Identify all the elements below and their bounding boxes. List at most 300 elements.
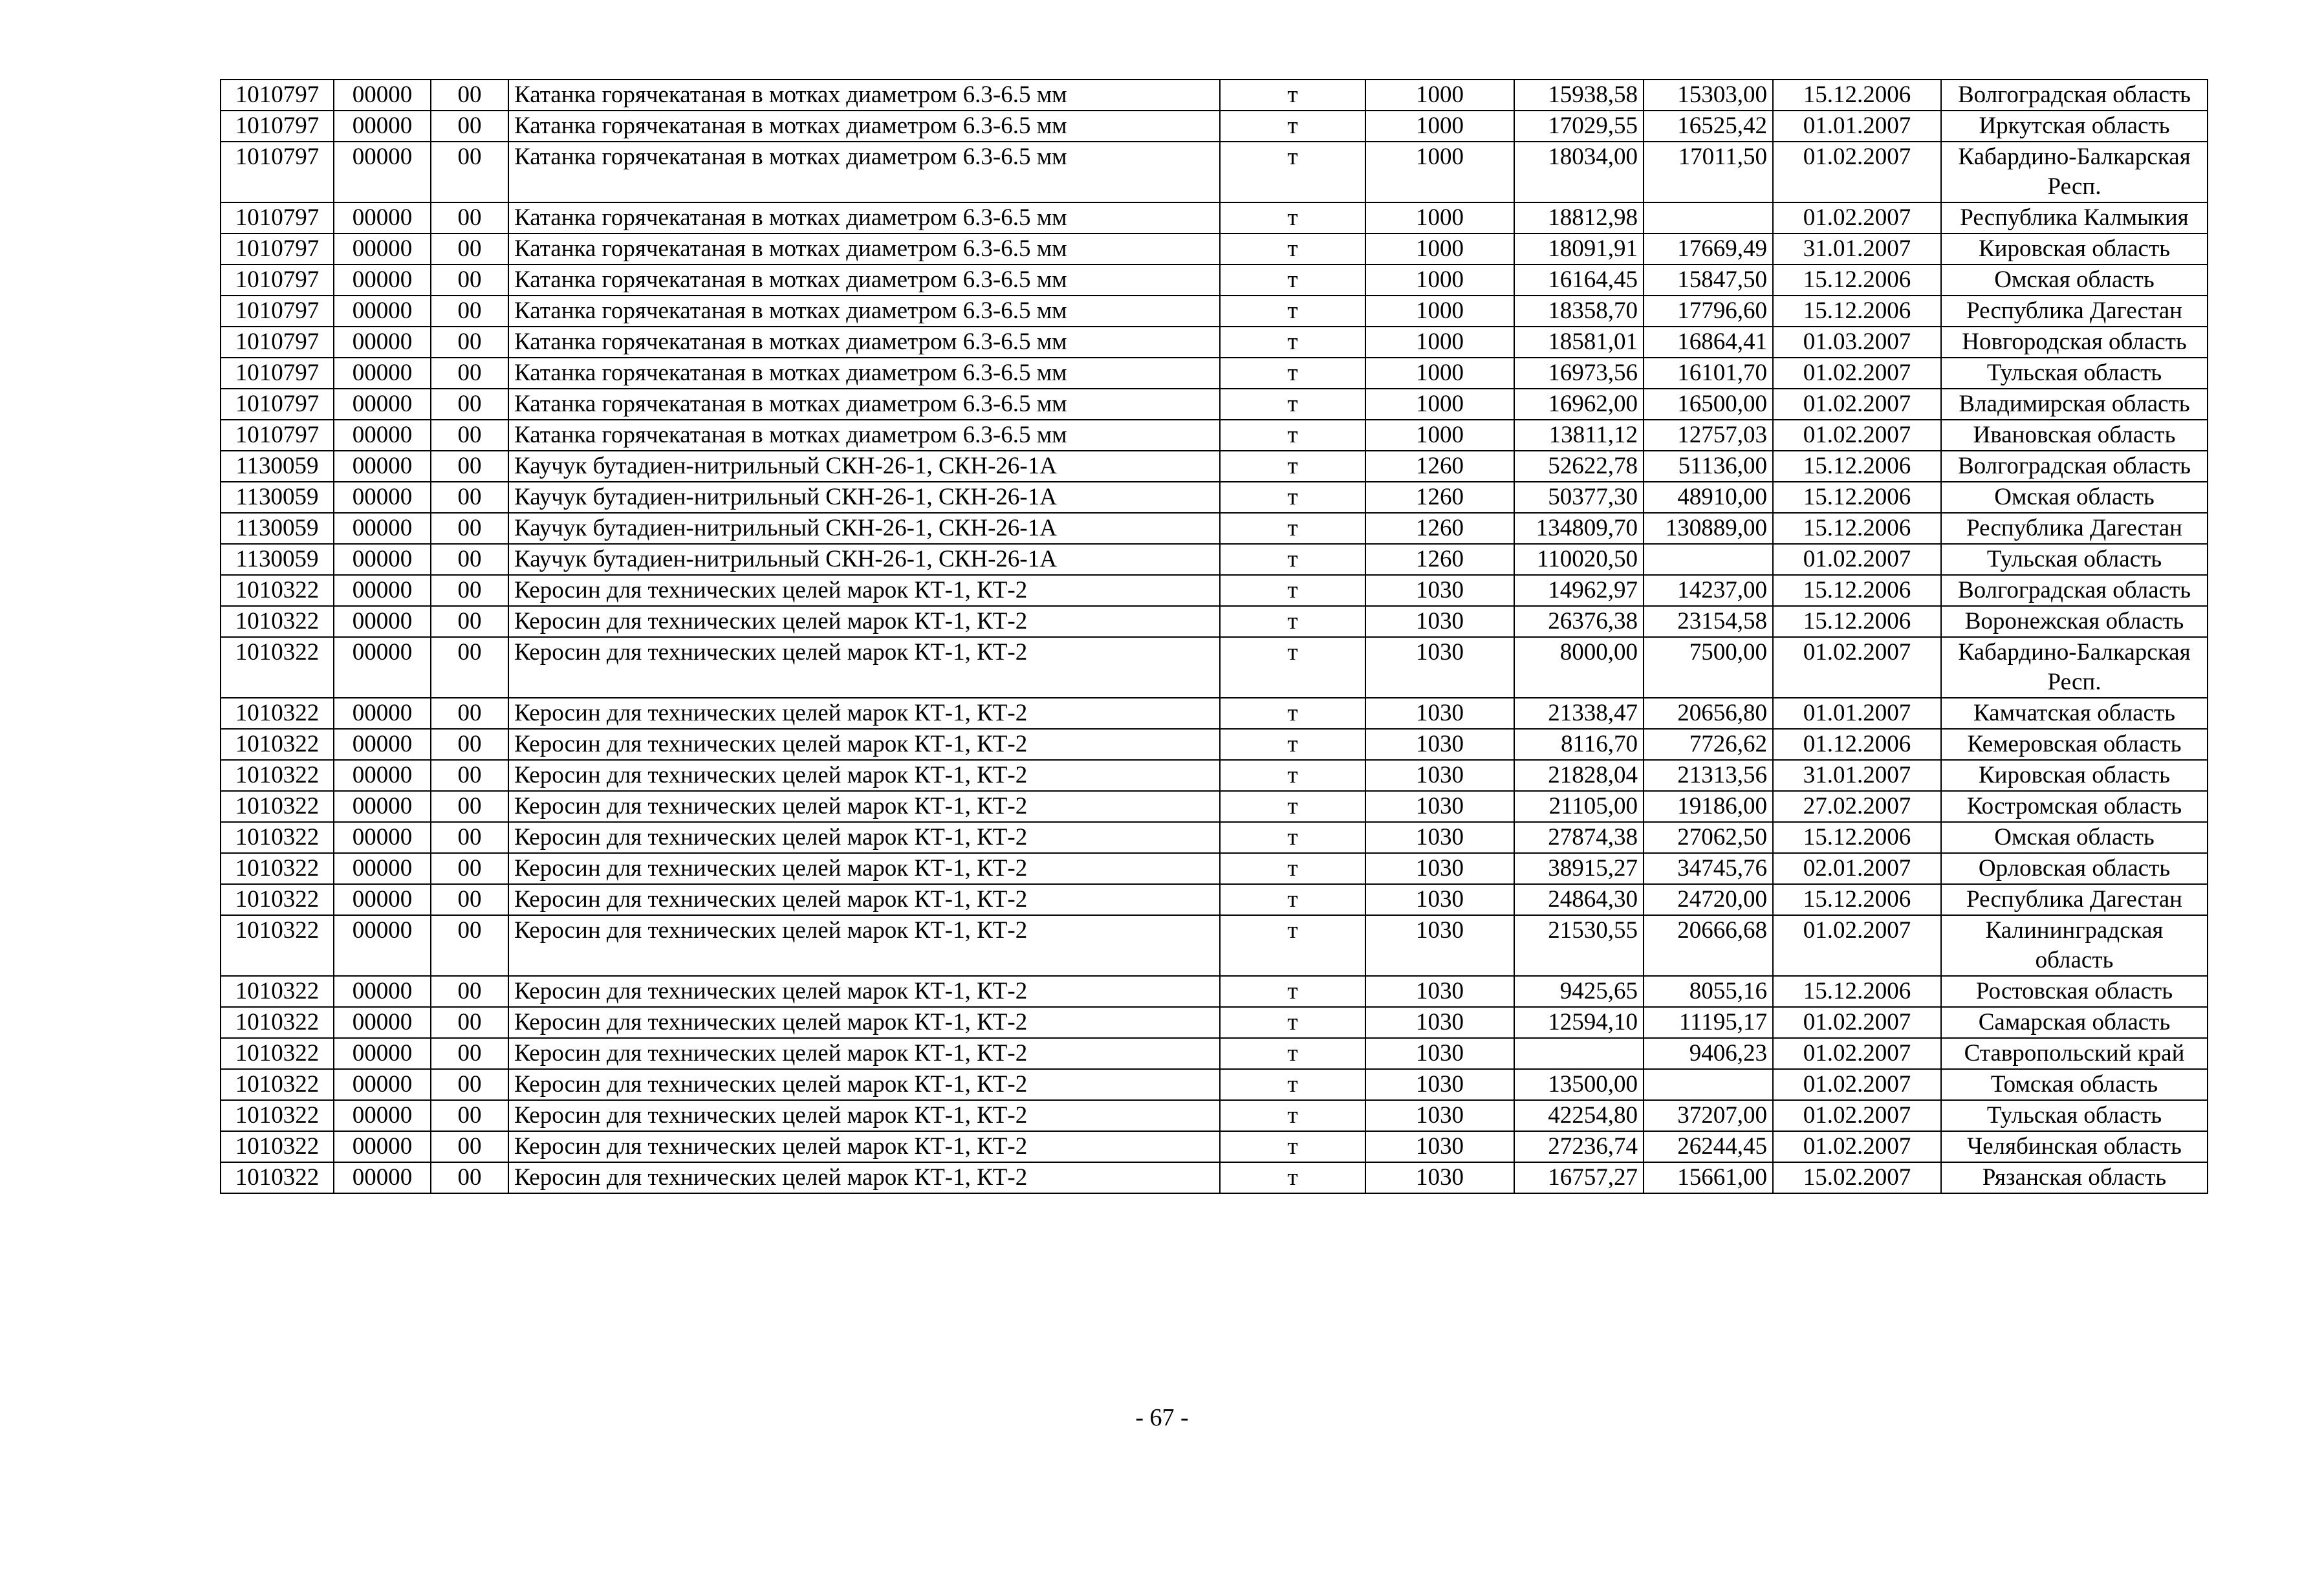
subcode-cell: 00000 — [334, 202, 431, 233]
product-name-cell: Керосин для технических целей марок КТ-1, КТ-2 — [508, 915, 1220, 976]
extension-cell: 00 — [431, 358, 508, 389]
subcode-cell: 00000 — [334, 327, 431, 358]
item-code-cell: 1130059 — [221, 513, 334, 544]
unit-cell: т — [1220, 698, 1365, 729]
region-cell: Самарская область — [1941, 1007, 2208, 1038]
region-cell: Иркутская область — [1941, 111, 2208, 142]
region-cell: Орловская область — [1941, 853, 2208, 884]
unit-cell: т — [1220, 1100, 1365, 1131]
product-name-cell: Керосин для технических целей марок КТ-1, КТ-2 — [508, 760, 1220, 791]
region-cell: Ивановская область — [1941, 420, 2208, 451]
quantity-cell: 1030 — [1365, 760, 1514, 791]
item-code-cell: 1130059 — [221, 451, 334, 482]
item-code-cell: 1010322 — [221, 1069, 334, 1100]
product-name-cell: Катанка горячекатаная в мотках диаметром 6.3-6.5 мм — [508, 358, 1220, 389]
price-cell: 8000,00 — [1514, 637, 1644, 698]
price-cell: 26376,38 — [1514, 606, 1644, 637]
date-cell: 01.02.2007 — [1773, 1069, 1941, 1100]
date-cell: 15.02.2007 — [1773, 1162, 1941, 1193]
price-alt-cell: 7726,62 — [1644, 729, 1773, 760]
date-cell: 15.12.2006 — [1773, 482, 1941, 513]
price-alt-cell: 15303,00 — [1644, 80, 1773, 111]
region-cell: Волгоградская область — [1941, 80, 2208, 111]
subcode-cell: 00000 — [334, 822, 431, 853]
price-cell: 21105,00 — [1514, 791, 1644, 822]
subcode-cell: 00000 — [334, 606, 431, 637]
product-name-cell: Керосин для технических целей марок КТ-1, КТ-2 — [508, 1162, 1220, 1193]
subcode-cell: 00000 — [334, 513, 431, 544]
table-row — [221, 80, 2208, 111]
quantity-cell: 1030 — [1365, 698, 1514, 729]
date-cell: 01.02.2007 — [1773, 358, 1941, 389]
region-cell: Кабардино-Балкарская Респ. — [1941, 637, 2208, 698]
price-cell: 50377,30 — [1514, 482, 1644, 513]
quantity-cell: 1030 — [1365, 1162, 1514, 1193]
date-cell: 02.01.2007 — [1773, 853, 1941, 884]
date-cell: 15.12.2006 — [1773, 451, 1941, 482]
date-cell: 01.02.2007 — [1773, 1007, 1941, 1038]
product-name-cell: Катанка горячекатаная в мотках диаметром 6.3-6.5 мм — [508, 296, 1220, 327]
unit-cell: т — [1220, 791, 1365, 822]
item-code-cell: 1010322 — [221, 853, 334, 884]
price-alt-cell: 130889,00 — [1644, 513, 1773, 544]
date-cell: 15.12.2006 — [1773, 265, 1941, 296]
subcode-cell: 00000 — [334, 1038, 431, 1069]
subcode-cell: 00000 — [334, 853, 431, 884]
price-cell: 21338,47 — [1514, 698, 1644, 729]
item-code-cell: 1010797 — [221, 265, 334, 296]
unit-cell: т — [1220, 1162, 1365, 1193]
item-code-cell: 1010797 — [221, 233, 334, 265]
table-row — [221, 544, 2208, 575]
subcode-cell: 00000 — [334, 976, 431, 1007]
date-cell: 01.01.2007 — [1773, 111, 1941, 142]
quantity-cell: 1030 — [1365, 1100, 1514, 1131]
subcode-cell: 00000 — [334, 698, 431, 729]
price-cell: 12594,10 — [1514, 1007, 1644, 1038]
unit-cell: т — [1220, 111, 1365, 142]
price-cell: 16973,56 — [1514, 358, 1644, 389]
product-name-cell: Катанка горячекатаная в мотках диаметром 6.3-6.5 мм — [508, 420, 1220, 451]
region-cell: Республика Дагестан — [1941, 513, 2208, 544]
quantity-cell: 1260 — [1365, 513, 1514, 544]
price-cell: 13811,12 — [1514, 420, 1644, 451]
quantity-cell: 1000 — [1365, 420, 1514, 451]
subcode-cell: 00000 — [334, 1069, 431, 1100]
product-name-cell: Каучук бутадиен-нитрильный СКН-26-1, СКН-26-1А — [508, 544, 1220, 575]
unit-cell: т — [1220, 296, 1365, 327]
extension-cell: 00 — [431, 791, 508, 822]
table-row — [221, 637, 2208, 698]
extension-cell: 00 — [431, 1007, 508, 1038]
unit-cell: т — [1220, 637, 1365, 698]
product-name-cell: Каучук бутадиен-нитрильный СКН-26-1, СКН-26-1А — [508, 451, 1220, 482]
region-cell: Тульская область — [1941, 358, 2208, 389]
price-cell: 21828,04 — [1514, 760, 1644, 791]
table-row — [221, 1131, 2208, 1162]
price-alt-cell: 27062,50 — [1644, 822, 1773, 853]
price-cell: 16164,45 — [1514, 265, 1644, 296]
product-name-cell: Керосин для технических целей марок КТ-1, КТ-2 — [508, 1038, 1220, 1069]
price-alt-cell: 16864,41 — [1644, 327, 1773, 358]
price-cell — [1514, 1038, 1644, 1069]
price-alt-cell: 23154,58 — [1644, 606, 1773, 637]
item-code-cell: 1010322 — [221, 1162, 334, 1193]
price-table — [220, 79, 2208, 1194]
table-row — [221, 976, 2208, 1007]
price-alt-cell: 15661,00 — [1644, 1162, 1773, 1193]
quantity-cell: 1030 — [1365, 976, 1514, 1007]
product-name-cell: Керосин для технических целей марок КТ-1, КТ-2 — [508, 606, 1220, 637]
extension-cell: 00 — [431, 729, 508, 760]
item-code-cell: 1130059 — [221, 482, 334, 513]
table-row — [221, 202, 2208, 233]
subcode-cell: 00000 — [334, 760, 431, 791]
date-cell: 01.02.2007 — [1773, 915, 1941, 976]
price-cell: 15938,58 — [1514, 80, 1644, 111]
product-name-cell: Керосин для технических целей марок КТ-1, КТ-2 — [508, 698, 1220, 729]
product-name-cell: Керосин для технических целей марок КТ-1, КТ-2 — [508, 853, 1220, 884]
date-cell: 15.12.2006 — [1773, 80, 1941, 111]
unit-cell: т — [1220, 1069, 1365, 1100]
extension-cell: 00 — [431, 80, 508, 111]
region-cell: Кировская область — [1941, 760, 2208, 791]
product-name-cell: Керосин для технических целей марок КТ-1, КТ-2 — [508, 976, 1220, 1007]
subcode-cell: 00000 — [334, 1007, 431, 1038]
quantity-cell: 1030 — [1365, 1069, 1514, 1100]
item-code-cell: 1010322 — [221, 822, 334, 853]
quantity-cell: 1030 — [1365, 729, 1514, 760]
region-cell: Воронежская область — [1941, 606, 2208, 637]
table-row — [221, 760, 2208, 791]
price-alt-cell: 17011,50 — [1644, 142, 1773, 202]
quantity-cell: 1000 — [1365, 327, 1514, 358]
product-name-cell: Керосин для технических целей марок КТ-1, КТ-2 — [508, 1007, 1220, 1038]
region-cell: Кемеровская область — [1941, 729, 2208, 760]
price-alt-cell: 26244,45 — [1644, 1131, 1773, 1162]
date-cell: 15.12.2006 — [1773, 822, 1941, 853]
item-code-cell: 1010797 — [221, 142, 334, 202]
region-cell: Омская область — [1941, 482, 2208, 513]
price-cell: 24864,30 — [1514, 884, 1644, 915]
subcode-cell: 00000 — [334, 265, 431, 296]
quantity-cell: 1030 — [1365, 915, 1514, 976]
extension-cell: 00 — [431, 698, 508, 729]
item-code-cell: 1010322 — [221, 637, 334, 698]
price-cell: 42254,80 — [1514, 1100, 1644, 1131]
unit-cell: т — [1220, 233, 1365, 265]
price-cell: 21530,55 — [1514, 915, 1644, 976]
unit-cell: т — [1220, 884, 1365, 915]
date-cell: 01.12.2006 — [1773, 729, 1941, 760]
extension-cell: 00 — [431, 233, 508, 265]
price-cell: 8116,70 — [1514, 729, 1644, 760]
table-row — [221, 698, 2208, 729]
date-cell: 31.01.2007 — [1773, 233, 1941, 265]
subcode-cell: 00000 — [334, 451, 431, 482]
item-code-cell: 1010322 — [221, 976, 334, 1007]
extension-cell: 00 — [431, 822, 508, 853]
product-name-cell: Керосин для технических целей марок КТ-1, КТ-2 — [508, 1131, 1220, 1162]
date-cell: 15.12.2006 — [1773, 575, 1941, 606]
page-number: - 67 - — [1135, 1404, 1189, 1431]
date-cell: 31.01.2007 — [1773, 760, 1941, 791]
subcode-cell: 00000 — [334, 1100, 431, 1131]
price-alt-cell — [1644, 1069, 1773, 1100]
region-cell: Кабардино-Балкарская Респ. — [1941, 142, 2208, 202]
product-name-cell: Керосин для технических целей марок КТ-1, КТ-2 — [508, 791, 1220, 822]
region-cell: Камчатская область — [1941, 698, 2208, 729]
quantity-cell: 1030 — [1365, 791, 1514, 822]
product-name-cell: Каучук бутадиен-нитрильный СКН-26-1, СКН-26-1А — [508, 513, 1220, 544]
subcode-cell: 00000 — [334, 915, 431, 976]
quantity-cell: 1030 — [1365, 822, 1514, 853]
table-row — [221, 606, 2208, 637]
region-cell: Владимирская область — [1941, 389, 2208, 420]
extension-cell: 00 — [431, 544, 508, 575]
subcode-cell: 00000 — [334, 637, 431, 698]
table-row — [221, 853, 2208, 884]
unit-cell: т — [1220, 265, 1365, 296]
quantity-cell: 1000 — [1365, 265, 1514, 296]
table-row — [221, 1038, 2208, 1069]
item-code-cell: 1010797 — [221, 80, 334, 111]
extension-cell: 00 — [431, 482, 508, 513]
quantity-cell: 1030 — [1365, 1038, 1514, 1069]
unit-cell: т — [1220, 1007, 1365, 1038]
extension-cell: 00 — [431, 327, 508, 358]
subcode-cell: 00000 — [334, 142, 431, 202]
item-code-cell: 1010322 — [221, 698, 334, 729]
extension-cell: 00 — [431, 265, 508, 296]
unit-cell: т — [1220, 389, 1365, 420]
date-cell: 15.12.2006 — [1773, 884, 1941, 915]
unit-cell: т — [1220, 202, 1365, 233]
price-alt-cell: 15847,50 — [1644, 265, 1773, 296]
price-cell: 17029,55 — [1514, 111, 1644, 142]
item-code-cell: 1010322 — [221, 884, 334, 915]
unit-cell: т — [1220, 1131, 1365, 1162]
extension-cell: 00 — [431, 1162, 508, 1193]
region-cell: Кировская область — [1941, 233, 2208, 265]
table-row — [221, 1069, 2208, 1100]
price-alt-cell: 17669,49 — [1644, 233, 1773, 265]
region-cell: Тульская область — [1941, 1100, 2208, 1131]
price-alt-cell: 21313,56 — [1644, 760, 1773, 791]
table-row — [221, 915, 2208, 976]
extension-cell: 00 — [431, 1131, 508, 1162]
table-row — [221, 575, 2208, 606]
price-alt-cell — [1644, 544, 1773, 575]
product-name-cell: Керосин для технических целей марок КТ-1, КТ-2 — [508, 575, 1220, 606]
table-row — [221, 1007, 2208, 1038]
product-name-cell: Катанка горячекатаная в мотках диаметром 6.3-6.5 мм — [508, 202, 1220, 233]
unit-cell: т — [1220, 1038, 1365, 1069]
date-cell: 01.02.2007 — [1773, 420, 1941, 451]
unit-cell: т — [1220, 915, 1365, 976]
subcode-cell: 00000 — [334, 791, 431, 822]
subcode-cell: 00000 — [334, 111, 431, 142]
subcode-cell: 00000 — [334, 420, 431, 451]
quantity-cell: 1030 — [1365, 853, 1514, 884]
date-cell: 01.02.2007 — [1773, 637, 1941, 698]
item-code-cell: 1010322 — [221, 791, 334, 822]
subcode-cell: 00000 — [334, 575, 431, 606]
region-cell: Ростовская область — [1941, 976, 2208, 1007]
price-cell: 18358,70 — [1514, 296, 1644, 327]
extension-cell: 00 — [431, 853, 508, 884]
extension-cell: 00 — [431, 296, 508, 327]
extension-cell: 00 — [431, 884, 508, 915]
subcode-cell: 00000 — [334, 544, 431, 575]
price-alt-cell: 48910,00 — [1644, 482, 1773, 513]
region-cell: Волгоградская область — [1941, 451, 2208, 482]
table-row — [221, 296, 2208, 327]
region-cell: Республика Дагестан — [1941, 296, 2208, 327]
subcode-cell: 00000 — [334, 358, 431, 389]
date-cell: 01.02.2007 — [1773, 1100, 1941, 1131]
unit-cell: т — [1220, 420, 1365, 451]
region-cell: Республика Калмыкия — [1941, 202, 2208, 233]
date-cell: 01.01.2007 — [1773, 698, 1941, 729]
product-name-cell: Керосин для технических целей марок КТ-1, КТ-2 — [508, 1069, 1220, 1100]
table-row — [221, 884, 2208, 915]
price-alt-cell: 24720,00 — [1644, 884, 1773, 915]
unit-cell: т — [1220, 976, 1365, 1007]
item-code-cell: 1010322 — [221, 1038, 334, 1069]
product-name-cell: Керосин для технических целей марок КТ-1, КТ-2 — [508, 822, 1220, 853]
region-cell: Омская область — [1941, 822, 2208, 853]
table-row — [221, 142, 2208, 202]
quantity-cell: 1030 — [1365, 606, 1514, 637]
price-cell: 110020,50 — [1514, 544, 1644, 575]
item-code-cell: 1010322 — [221, 760, 334, 791]
price-cell: 16962,00 — [1514, 389, 1644, 420]
price-alt-cell: 37207,00 — [1644, 1100, 1773, 1131]
price-cell: 14962,97 — [1514, 575, 1644, 606]
price-alt-cell: 8055,16 — [1644, 976, 1773, 1007]
subcode-cell: 00000 — [334, 233, 431, 265]
item-code-cell: 1130059 — [221, 544, 334, 575]
table-row — [221, 233, 2208, 265]
extension-cell: 00 — [431, 513, 508, 544]
table-body — [221, 80, 2208, 1193]
product-name-cell: Керосин для технических целей марок КТ-1, КТ-2 — [508, 884, 1220, 915]
table-row — [221, 822, 2208, 853]
unit-cell: т — [1220, 575, 1365, 606]
unit-cell: т — [1220, 513, 1365, 544]
price-alt-cell: 19186,00 — [1644, 791, 1773, 822]
region-cell: Калининградская область — [1941, 915, 2208, 976]
price-alt-cell: 51136,00 — [1644, 451, 1773, 482]
price-alt-cell: 16525,42 — [1644, 111, 1773, 142]
price-cell: 18091,91 — [1514, 233, 1644, 265]
subcode-cell: 00000 — [334, 884, 431, 915]
price-cell: 9425,65 — [1514, 976, 1644, 1007]
item-code-cell: 1010322 — [221, 1007, 334, 1038]
price-alt-cell: 9406,23 — [1644, 1038, 1773, 1069]
price-cell: 18812,98 — [1514, 202, 1644, 233]
date-cell: 01.02.2007 — [1773, 202, 1941, 233]
price-cell: 134809,70 — [1514, 513, 1644, 544]
extension-cell: 00 — [431, 142, 508, 202]
unit-cell: т — [1220, 142, 1365, 202]
subcode-cell: 00000 — [334, 482, 431, 513]
product-name-cell: Керосин для технических целей марок КТ-1, КТ-2 — [508, 729, 1220, 760]
unit-cell: т — [1220, 451, 1365, 482]
region-cell: Ставропольский край — [1941, 1038, 2208, 1069]
extension-cell: 00 — [431, 420, 508, 451]
quantity-cell: 1000 — [1365, 142, 1514, 202]
quantity-cell: 1000 — [1365, 233, 1514, 265]
price-cell: 18034,00 — [1514, 142, 1644, 202]
extension-cell: 00 — [431, 1069, 508, 1100]
quantity-cell: 1030 — [1365, 884, 1514, 915]
item-code-cell: 1010322 — [221, 606, 334, 637]
subcode-cell: 00000 — [334, 1131, 431, 1162]
table-row — [221, 358, 2208, 389]
date-cell: 01.02.2007 — [1773, 389, 1941, 420]
price-cell: 27236,74 — [1514, 1131, 1644, 1162]
region-cell: Костромская область — [1941, 791, 2208, 822]
quantity-cell: 1260 — [1365, 451, 1514, 482]
extension-cell: 00 — [431, 1100, 508, 1131]
region-cell: Волгоградская область — [1941, 575, 2208, 606]
extension-cell: 00 — [431, 976, 508, 1007]
item-code-cell: 1010322 — [221, 915, 334, 976]
extension-cell: 00 — [431, 915, 508, 976]
price-cell: 38915,27 — [1514, 853, 1644, 884]
price-alt-cell: 20666,68 — [1644, 915, 1773, 976]
date-cell: 01.02.2007 — [1773, 544, 1941, 575]
price-cell: 16757,27 — [1514, 1162, 1644, 1193]
subcode-cell: 00000 — [334, 296, 431, 327]
product-name-cell: Катанка горячекатаная в мотках диаметром 6.3-6.5 мм — [508, 80, 1220, 111]
product-name-cell: Катанка горячекатаная в мотках диаметром 6.3-6.5 мм — [508, 389, 1220, 420]
quantity-cell: 1000 — [1365, 80, 1514, 111]
table-row — [221, 111, 2208, 142]
table-row — [221, 791, 2208, 822]
extension-cell: 00 — [431, 760, 508, 791]
extension-cell: 00 — [431, 575, 508, 606]
date-cell: 01.02.2007 — [1773, 1131, 1941, 1162]
extension-cell: 00 — [431, 1038, 508, 1069]
table-row — [221, 389, 2208, 420]
unit-cell: т — [1220, 606, 1365, 637]
price-alt-cell: 12757,03 — [1644, 420, 1773, 451]
item-code-cell: 1010322 — [221, 1131, 334, 1162]
table-row — [221, 729, 2208, 760]
table-row — [221, 482, 2208, 513]
item-code-cell: 1010797 — [221, 358, 334, 389]
region-cell: Томская область — [1941, 1069, 2208, 1100]
price-alt-cell: 34745,76 — [1644, 853, 1773, 884]
product-name-cell: Катанка горячекатаная в мотках диаметром 6.3-6.5 мм — [508, 265, 1220, 296]
region-cell: Омская область — [1941, 265, 2208, 296]
quantity-cell: 1260 — [1365, 482, 1514, 513]
quantity-cell: 1000 — [1365, 389, 1514, 420]
unit-cell: т — [1220, 729, 1365, 760]
price-cell: 27874,38 — [1514, 822, 1644, 853]
product-name-cell: Катанка горячекатаная в мотках диаметром 6.3-6.5 мм — [508, 111, 1220, 142]
unit-cell: т — [1220, 80, 1365, 111]
subcode-cell: 00000 — [334, 80, 431, 111]
unit-cell: т — [1220, 760, 1365, 791]
unit-cell: т — [1220, 358, 1365, 389]
table-row — [221, 513, 2208, 544]
quantity-cell: 1000 — [1365, 111, 1514, 142]
item-code-cell: 1010797 — [221, 420, 334, 451]
